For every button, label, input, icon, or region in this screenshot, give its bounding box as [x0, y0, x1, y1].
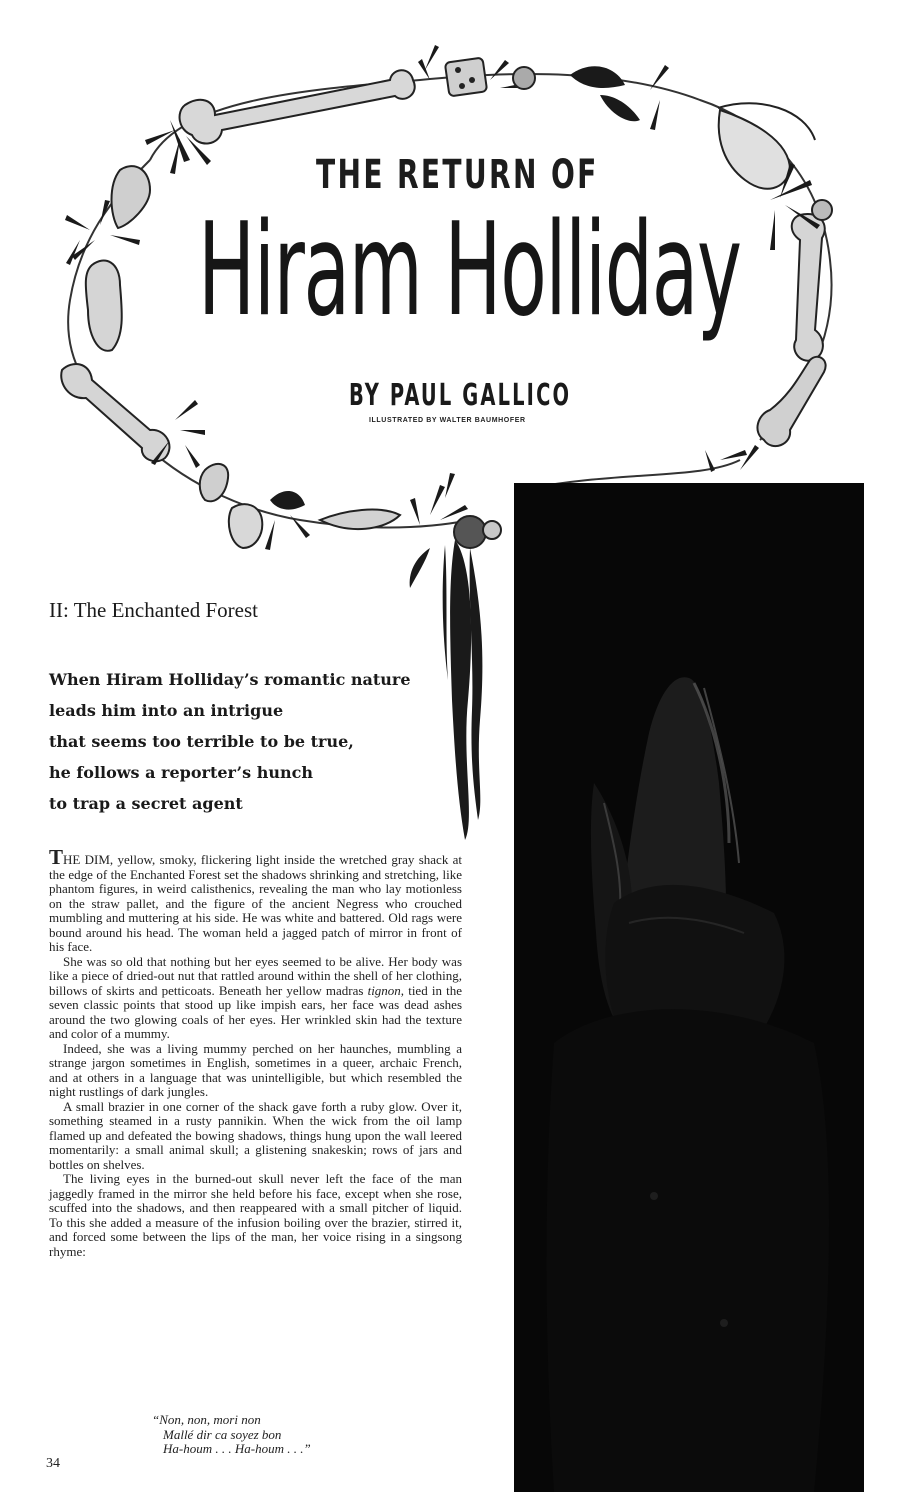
deck-line: that seems too terrible to be true, [49, 732, 354, 751]
verse-line: Mallé dir ca soyez bon [163, 1426, 282, 1442]
paragraph-5: The living eyes in the burned-out skull never left the face of the man jaggedly framed in the mirror she held before his face, except when she rose, scuffed into the shadows, and then reappeared with a small pitcher of liquid. To this she added a measure of the infusion boiling over the brazier, stirred it, and forced some between the lips of the man, her voice rising in a singsong rhyme: [49, 1171, 462, 1259]
title-line-2: Hiram Holliday [198, 196, 741, 345]
verse-line: “Non, non, mori non [152, 1412, 261, 1427]
italic-word-tignon: tignon, [367, 982, 405, 998]
paragraph-4: A small brazier in one corner of the shack gave forth a ruby glow. Over it, something steamed in a rusty pannikin. When the wick from the oil lamp flamed up and defeated the bowing shadows, things hung upon the wall leered momentarily: a small animal skull; a glistening snakeskin; rows of jars and bottles on shelves. [49, 1098, 462, 1172]
illustrator-credit: ILLUSTRATED BY WALTER BAUMHOFER [369, 417, 526, 424]
verse-quote [152, 1413, 311, 1457]
paragraph-3: Indeed, she was a living mummy perched on her haunches, mumbling a strange jargon sometimes in English, sometimes in a queer, archaic French, and at others in a language that was unintelligible, but which resembled the night rustlings of dark jungles. [49, 1040, 462, 1099]
byline: BY PAUL GALLICO [349, 378, 572, 413]
deck-line: leads him into an intrigue [49, 701, 284, 720]
paragraph-2-text-b: tied in the seven classic points that stood up like impish ears, her face was dead ashes around the two glowing coals of her eyes. Her wrinkled skin had the texture and color of a mummy. [49, 982, 462, 1041]
lead-in: HE DIM, [63, 852, 114, 867]
deck-line: When Hiram Holliday’s romantic nature [49, 670, 411, 689]
paragraph-1 [49, 845, 462, 955]
article-deck [49, 664, 469, 819]
part-heading: II: The Enchanted Forest [49, 598, 258, 622]
paragraph-2-text-a: She was so old that nothing but her eyes seemed to be alive. Her body was like a piece of dried-out nut that rattled around within the shell of her clothing, billows of skirts and petticoats. Beneath her yellow madras [49, 953, 462, 998]
deck-line: to trap a secret agent [49, 794, 243, 813]
paragraph-2 [49, 955, 462, 1042]
deck-line: he follows a reporter’s hunch [49, 763, 313, 782]
title-line-1: THE RETURN OF [316, 152, 599, 198]
drop-cap: T [49, 845, 64, 869]
shadowy-figure-illustration [514, 483, 864, 1492]
dark-illustration-panel [514, 483, 864, 1492]
paragraph-1-text: yellow, smoky, flickering light inside the wretched gray shack at the edge of the Enchanted Forest set the shadows shrinking and stretching, like phantom figures, in weird calisthenics, revealing the man who lay motionless on the straw pallet, and the figure of the ancient Negress who crouched mumbling and muttering at his side. He was white and battered. Old rags were bound around his head. The woman held a jagged patch of mirror in front of his face. [49, 852, 462, 954]
page-number: 34 [46, 1456, 60, 1471]
verse-line: Ha-houm . . . Ha-houm . . .” [163, 1441, 311, 1456]
article-body [49, 845, 462, 1259]
